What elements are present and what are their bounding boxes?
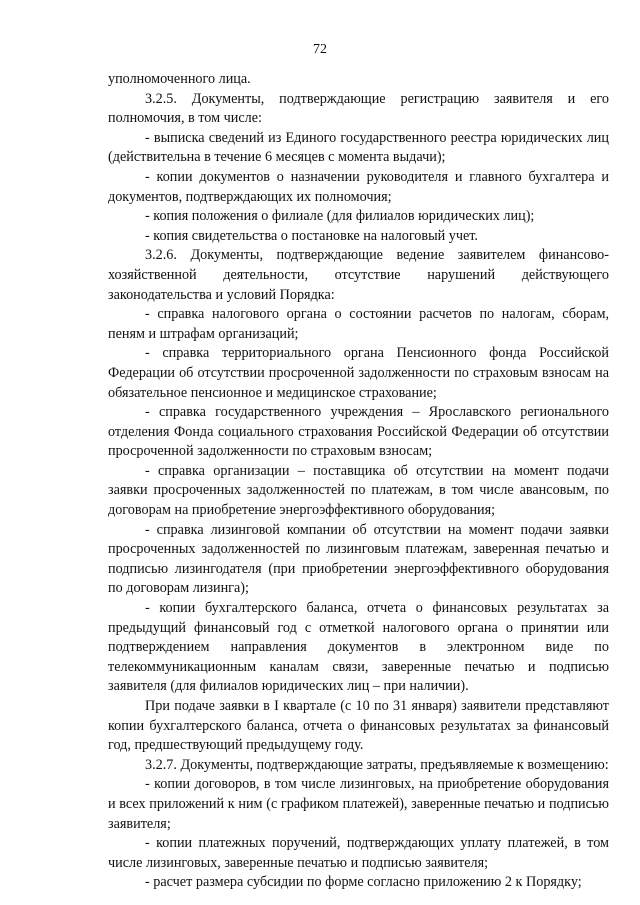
list-item: - копия положения о филиале (для филиалов юридических лиц); [145,208,535,225]
list-item: - справка организации – поставщика об отсутствии на момент подачи заявки просроченных задолженностей по платежам, в том числе авансовым, по договорам на приобретение энергоэффективного оборудования; [108,462,609,519]
list-item: - справка лизинговой компании об отсутствии на момент подачи заявки просроченных задолженностей по лизинговым платежам, заверенная печатью и подписью лизингодателя (при приобретении энергоэффективного оборудования по договорам лизинга); [108,521,609,597]
list-item: - справка территориального органа Пенсионного фонда Российской Федерации об отсутствии просроченной задолженности по страховым взносам на обязательное пенсионное и медицинское страхование; [108,345,609,401]
list-item: - копии документов о назначении руководителя и главного бухгалтера и документов, подтверждающих их полномочия; [108,168,609,205]
list-item: - копия свидетельства о постановке на налоговый учет. [145,227,478,244]
list-item: - копии бухгалтерского баланса, отчета о финансовых результатах за предыдущий финансовый год с отметкой налогового органа о принятии или подтверждением направления документов в электронном виде по телекоммуникационным каналам связи, заверенные печатью и подписью заявителя (для филиалов юридических лиц – при наличии). [108,600,609,695]
paragraph-3-2-7: 3.2.7. Документы, подтверждающие затраты, предъявляемые к возмещению: [145,756,609,773]
paragraph-3-2-5: 3.2.5. Документы, подтверждающие регистрацию заявителя и его полномочия, в том числе: [108,90,609,127]
list-item: - выписка сведений из Единого государственного реестра юридических лиц (действительна в течение 6 месяцев с момента выдачи); [108,129,609,166]
list-item: - справка налогового органа о состоянии расчетов по налогам, сборам, пеням и штрафам организаций; [108,306,609,342]
list-item: - расчет размера субсидии по форме согласно приложению 2 к Порядку; [145,874,582,891]
list-item: - копии платежных поручений, подтверждающих уплату платежей, в том числе лизинговых, заверенные печатью и подписью заявителя; [108,835,609,871]
list-item: - копии договоров, в том числе лизинговых, на приобретение оборудования и всех приложений к ним (с графиком платежей), заверенные печатью и подписью заявителя; [108,776,609,832]
paragraph-q1-note: При подаче заявки в I квартале (с 10 по 31 января) заявители представляют копии бухгалтерского баланса, отчета о финансовых результатах за финансовый год, предшествующий предыдущему году. [108,698,609,754]
paragraph-3-2-6: 3.2.6. Документы, подтверждающие ведение заявителем финансово-хозяйственной деятельности, отсутствие нарушений действующего законодательства и условий Порядка: [108,247,609,303]
list-item: - справка государственного учреждения – Ярославского регионального отделения Фонда социального страхования Российской Федерации об отсутствии просроченной задолженности по страховым взносам; [108,404,609,460]
paragraph-continuation: уполномоченного лица. [108,71,251,87]
page-number: 72 [313,42,327,57]
document-body [108,70,609,893]
